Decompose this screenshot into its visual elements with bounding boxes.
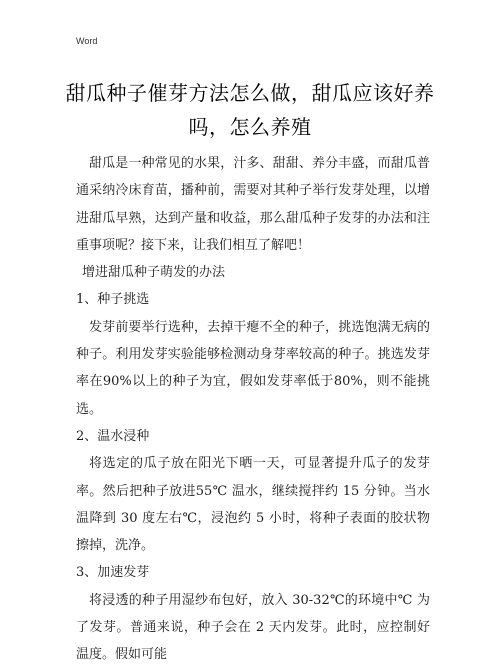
step-1-heading: 1、种子挑选	[76, 292, 150, 308]
step-2-heading: 2、温水浸种	[76, 428, 150, 444]
intro-paragraph: 甜瓜是一种常见的水果，汁多、甜甜、养分丰盛，而甜瓜普通采纳冷床育苗，播种前，需要对其种子举行发芽处理，以增进甜瓜早熟，达到产量和收益，那么甜瓜种子发芽的办法和注重事项呢？接下来，让我们相互了解吧！	[76, 156, 430, 253]
title-line-1: 甜瓜种子催芽方法怎么做，甜瓜应该好养	[65, 81, 435, 105]
title-line-2: 吗，怎么养殖	[188, 115, 312, 139]
step-2-paragraph: 将选定的瓜子放在阳光下晒一天，可显著提升瓜子的发芽率。然后把种子放进55℃ 温水，继续搅拌约 15 分钟。当水温降到 30 度左右℃，浸泡约 5 小时，将种子表面的胶状物擦掉，洗净。	[76, 456, 430, 554]
step-3-paragraph: 将浸透的种子用湿纱布包好，放入 30-32℃的环境中℃ 为了发芽。普通来说，种子会在 2 天内发芽。此时，应控制好温度。假如可能	[76, 592, 430, 663]
app-label: Word	[76, 36, 98, 46]
step-1-paragraph: 发芽前要举行选种，去掉干瘪不全的种子，挑选饱满无病的种子。利用发芽实验能够检测动身芽率较高的种子。挑选发芽率在90%以上的种子为宜，假如发芽率低于80%，则不能挑选。	[76, 319, 430, 417]
step-3-heading: 3、加速发芽	[76, 565, 150, 581]
document-body	[76, 150, 430, 669]
page-title	[60, 76, 440, 144]
section-heading: 增进甜瓜种子萌发的办法	[82, 265, 226, 281]
